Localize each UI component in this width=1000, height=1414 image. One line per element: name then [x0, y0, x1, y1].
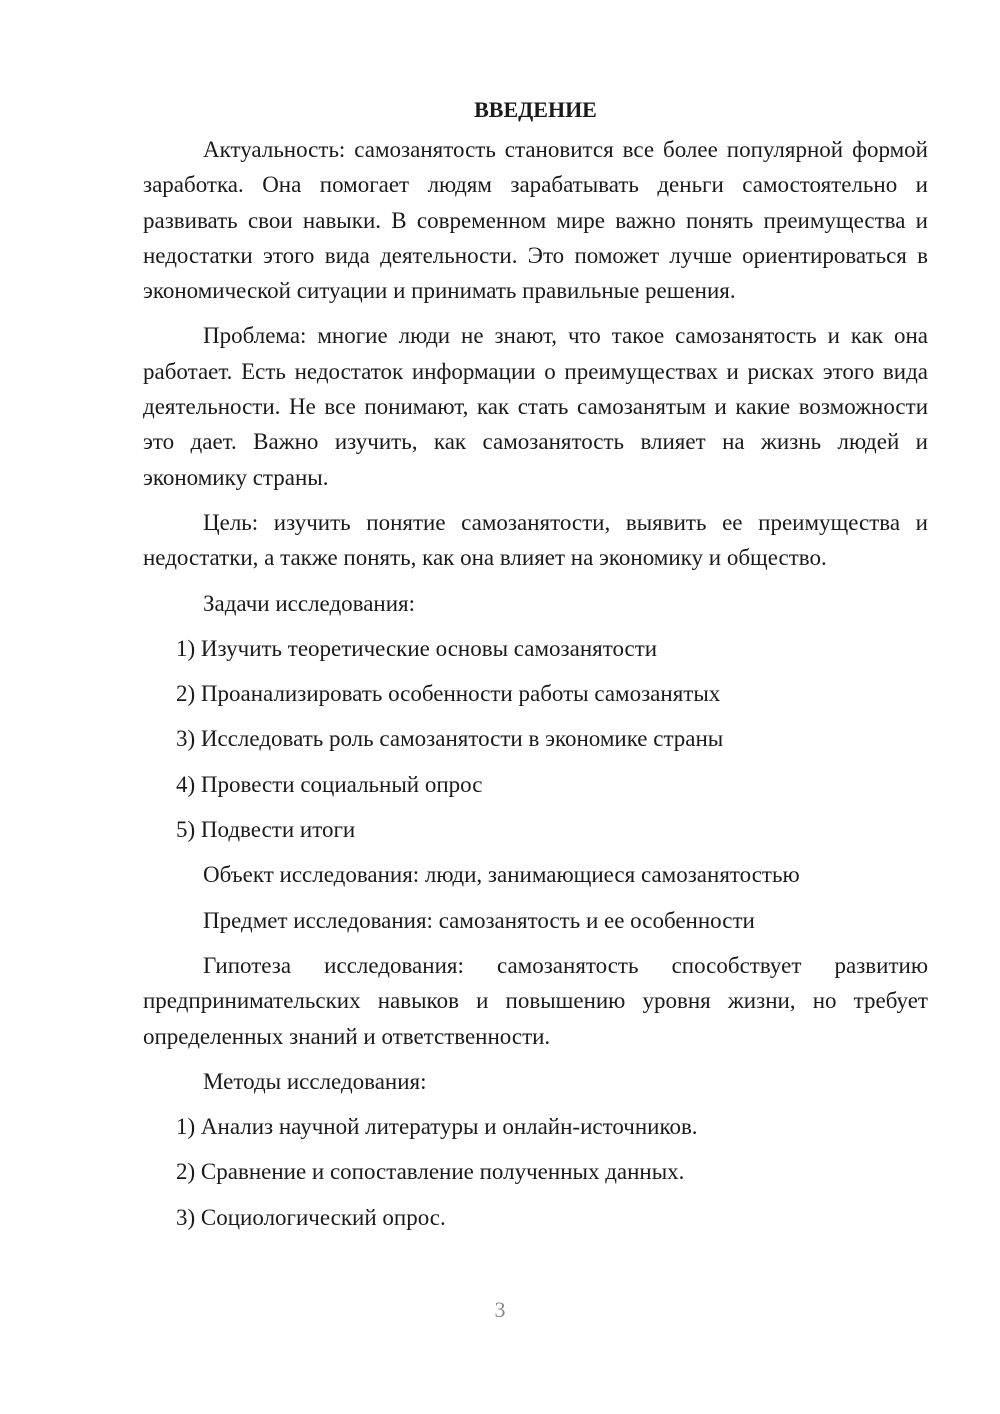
tasks-list — [143, 631, 928, 847]
research-object: Объект исследования: люди, занимающиеся самозанятостью — [203, 862, 800, 888]
tasks-heading: Задачи исследования: — [203, 590, 416, 616]
goal-paragraph: Цель: изучить понятие самозанятости, выявить ее преимущества и недостатки, а также понять, как она влияет на экономику и общество. — [143, 509, 928, 571]
task-item: 3) Исследовать роль самозанятости в экономике страны — [176, 726, 724, 752]
method-item: 3) Социологический опрос. — [176, 1204, 446, 1230]
methods-list — [143, 1109, 928, 1235]
research-subject: Предмет исследования: самозанятость и ее особенности — [203, 907, 755, 933]
task-item: 5) Подвести итоги — [176, 817, 356, 843]
method-item: 1) Анализ научной литературы и онлайн-источников. — [176, 1114, 698, 1140]
method-item: 2) Сравнение и сопоставление полученных данных. — [176, 1159, 685, 1185]
section-title: ВВЕДЕНИЕ — [474, 97, 597, 122]
hypothesis-paragraph: Гипотеза исследования: самозанятость способствует развитию предпринимательских навыков и повышению уровня жизни, но требует определенных знаний и ответственности. — [143, 952, 928, 1049]
page-number: 3 — [494, 1297, 506, 1322]
document-page — [143, 92, 928, 1245]
relevance-paragraph: Актуальность: самозанятость становится все более популярной формой заработка. Она помогает людям зарабатывать деньги самостоятельно и развивать свои навыки. В современном мире важно понять преимущества и недостатки этого вида деятельности. Это поможет лучше ориентироваться в экономической ситуации и принимать правильные решения. — [143, 137, 928, 304]
methods-heading: Методы исследования: — [203, 1068, 427, 1094]
task-item: 2) Проанализировать особенности работы самозанятых — [176, 681, 721, 707]
task-item: 1) Изучить теоретические основы самозанятости — [176, 635, 658, 661]
problem-paragraph: Проблема: многие люди не знают, что такое самозанятость и как она работает. Есть недостаток информации о преимуществах и рисках этого вида деятельности. Не все понимают, как стать самозанятым и какие возможности это дает. Важно изучить, как самозанятость влияет на жизнь людей и экономику страны. — [143, 323, 928, 490]
task-item: 4) Провести социальный опрос — [176, 771, 483, 797]
